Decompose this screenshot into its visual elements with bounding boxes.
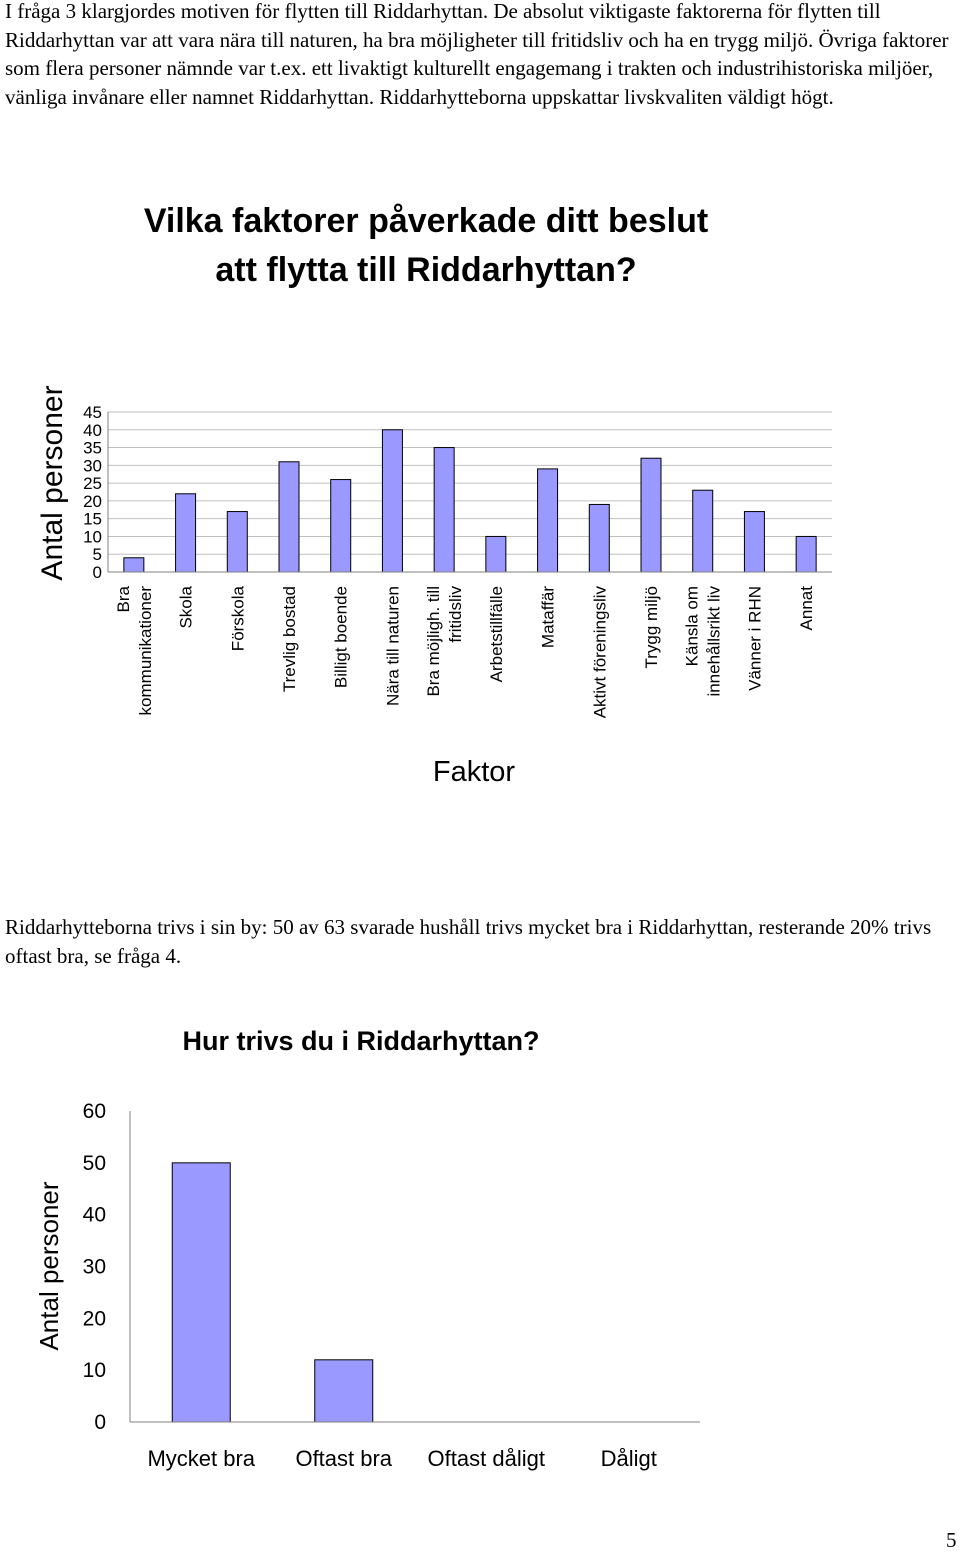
- x-tick-label: Känsla om: [682, 586, 702, 667]
- bar: [744, 512, 764, 572]
- bar: [279, 462, 299, 572]
- x-axis-label: Faktor: [432, 756, 516, 788]
- x-tick-label: Annat: [797, 586, 817, 631]
- x-tick-label: Oftast dåligt: [427, 1446, 545, 1471]
- x-tick-label: Mataffär: [538, 586, 558, 649]
- chart-title-line: Hur trivs du i Riddarhyttan?: [182, 1026, 540, 1056]
- y-tick-label: 35: [83, 438, 102, 458]
- y-tick-label: 20: [82, 1307, 106, 1331]
- bar: [227, 512, 247, 572]
- bar: [589, 504, 609, 572]
- bar: [693, 490, 713, 572]
- y-tick-labels: [83, 1100, 106, 1434]
- y-tick-label: 60: [82, 1100, 106, 1123]
- bar: [486, 536, 506, 572]
- bar: [172, 1163, 230, 1422]
- intro-paragraph: I fråga 3 klargjordes motiven för flytten till Riddarhyttan. De absolut viktigaste faktorerna för flytten till Riddarhyttan var att vara nära till naturen, ha bra möjligheter till fritidsliv och ha en trygg miljö. Övriga faktorer som flera personer nämnde var t.ex. ett livaktigt kulturellt engagemang i trakten och industrihistoriska miljöer, vänliga invånare eller namnet Riddarhyttan. Riddarhytteborna uppskattar livskvaliten väldigt högt.: [5, 0, 949, 109]
- x-tick-label: Arbetstillfälle: [486, 586, 506, 683]
- x-tick-label: Aktivt föreningsliv: [590, 586, 610, 719]
- bar: [315, 1360, 373, 1422]
- y-tick-label: 50: [82, 1151, 106, 1175]
- y-tick-label: 0: [92, 563, 102, 582]
- y-tick-label: 15: [83, 509, 102, 529]
- bar: [176, 494, 196, 572]
- y-tick-labels: [83, 403, 102, 582]
- axes: [108, 412, 832, 572]
- gridlines: [108, 412, 832, 554]
- x-tick-label: Mycket bra: [147, 1446, 256, 1471]
- bar: [641, 458, 661, 572]
- y-tick-label: 45: [83, 403, 102, 422]
- y-axis-label: Antal personer: [34, 1181, 64, 1351]
- bar: [331, 480, 351, 572]
- bar: [538, 469, 558, 572]
- x-tick-label: Skola: [176, 586, 196, 629]
- x-tick-label: Nära till naturen: [383, 586, 403, 707]
- bar: [382, 430, 402, 572]
- x-tick-label: Dåligt: [600, 1446, 657, 1471]
- x-tick-label: innehållsrikt liv: [704, 586, 724, 697]
- y-tick-label: 20: [83, 491, 102, 511]
- x-tick-labels: [114, 585, 816, 718]
- x-tick-label: Trevlig bostad: [280, 586, 299, 693]
- x-tick-label: Bra: [113, 586, 133, 613]
- y-tick-label: 40: [82, 1203, 106, 1227]
- page-number: 5: [946, 1528, 957, 1552]
- x-tick-label: Förskola: [228, 586, 248, 652]
- satisfaction-bar-chart: [0, 1020, 960, 1480]
- x-tick-label: Billigt boende: [331, 586, 351, 689]
- x-tick-label: fritidsliv: [446, 586, 466, 643]
- chart-title-line: att flytta till Riddarhyttan?: [215, 251, 637, 289]
- x-tick-label: Bra möjligh. till: [424, 586, 444, 697]
- y-axis-label: Antal personer: [36, 385, 69, 581]
- y-tick-label: 25: [83, 474, 102, 494]
- y-tick-label: 30: [83, 456, 102, 476]
- y-tick-label: 40: [83, 420, 102, 440]
- x-tick-label: Oftast bra: [295, 1446, 393, 1471]
- y-tick-label: 10: [82, 1359, 106, 1383]
- x-tick-labels: [147, 1446, 656, 1471]
- bar: [434, 448, 454, 572]
- x-tick-label: Trygg miljö: [642, 586, 661, 669]
- bar: [124, 558, 144, 572]
- x-tick-label: kommunikationer: [135, 586, 155, 716]
- bars: [172, 1163, 373, 1422]
- y-tick-label: 10: [83, 527, 102, 547]
- chart-title-line: Vilka faktorer påverkade ditt beslut: [143, 202, 709, 240]
- chart-title: [144, 202, 708, 289]
- y-tick-label: 0: [94, 1411, 106, 1434]
- factors-bar-chart: [0, 195, 960, 805]
- bar: [796, 536, 816, 572]
- y-tick-label: 5: [92, 545, 102, 565]
- result-paragraph: Riddarhytteborna trivs i sin by: 50 av 63 svarade hushåll trivs mycket bra i Riddarhyttan, resterande 20% trivs oftast bra, se fråga 4.: [5, 915, 932, 968]
- x-tick-label: Vänner i RHN: [745, 586, 765, 691]
- y-tick-label: 30: [82, 1255, 106, 1279]
- chart-title: [182, 1026, 539, 1056]
